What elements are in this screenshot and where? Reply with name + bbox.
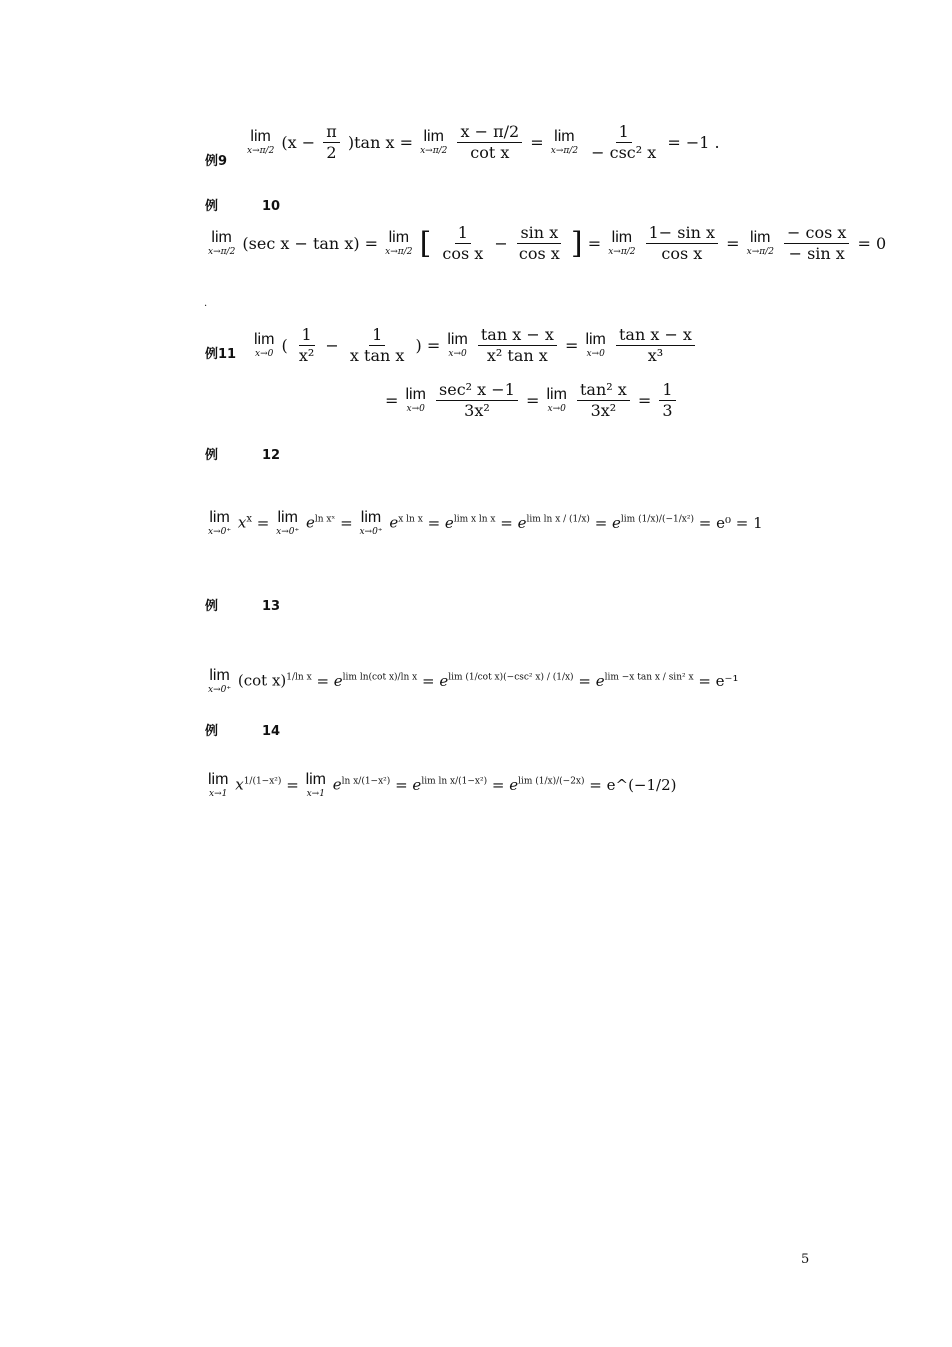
lim-sub: x→π/2 <box>550 146 579 156</box>
numerator: sin x <box>517 225 561 244</box>
base: (cot x) <box>237 671 287 690</box>
exponent: lim (1/cot x)(−csc² x) / (1/x) <box>448 672 574 683</box>
example-12-char: 例 <box>205 448 219 463</box>
numerator: sec² x −1 <box>436 382 518 401</box>
exponent: x ln x <box>398 514 423 525</box>
result: = e^(−1/2) <box>589 776 677 794</box>
result: = 0 <box>857 233 887 253</box>
example-14-number: 14 <box>262 724 281 739</box>
lim-sub: x→π/2 <box>608 247 636 257</box>
lim: lim <box>554 128 575 145</box>
exponent: lim −x tan x / sin² x <box>604 672 694 683</box>
numerator: 1 <box>455 225 471 244</box>
base: x <box>237 513 247 532</box>
minus: − <box>494 233 508 253</box>
numerator: 1 <box>659 382 675 401</box>
page-number: 5 <box>801 1252 810 1267</box>
numerator: 1 <box>299 327 315 346</box>
example-10-equation: lim x→π/2 (sec x − tan x) = lim x→π/2 [ $\frac{1}{\text{cos x}}$ − $\frac{\text{sin x}}{\text{cos x}}$ ] = lim x→π/2 $\frac{\text{1− sin x}}{\text{cos x}}$ = lim x→π/2 $\frac{\text{− cos x}}{\text{− sin x}}$ = 0 <box>208 223 887 263</box>
term: (x − <box>281 132 316 152</box>
example-13-equation: lim x→0⁺ (cot $x)^{1/ln x} = e^{lim ln(cot x)/ln x} = e^{lim (1/cot x)(-csc^2 x) / (1/x)} = e^{lim -x tan x / sin^2 x} = e^{-1}$ <box>208 667 739 695</box>
example-9-label: 例9 <box>205 154 228 169</box>
example-9-equation <box>245 124 720 161</box>
lim-sub: x→1 <box>209 789 228 799</box>
example-11-equation-line2: = lim x→0 sec² x −1 3x² = lim x→0 $\frac{\text{tan² x}}{\text{3x²}}$ = $\frac{1}{3}$ <box>385 382 679 419</box>
denominator: 2 <box>326 143 337 162</box>
numerator: − cos x <box>784 225 849 244</box>
result: = e⁰ = 1 <box>698 514 763 532</box>
stray-dot: . <box>204 298 208 309</box>
numerator: 1 <box>369 327 385 346</box>
exponent: lim ln x/(1−x²) <box>421 776 488 787</box>
denominator: 3 <box>662 401 673 420</box>
denominator: − csc² x <box>591 143 657 162</box>
lim-sub: x→0 <box>255 349 274 359</box>
exponent: ln x/(1−x²) <box>341 776 391 787</box>
exponent: lim ln(cot x)/ln x <box>342 672 418 683</box>
denominator: cos x <box>518 244 560 263</box>
exponent: lim ln x / (1/x) <box>526 514 590 525</box>
example-14-char: 例 <box>205 724 219 739</box>
lim-sub: x→0 <box>586 349 605 359</box>
term: )tan x = <box>347 132 413 152</box>
exponent: lim (1/x)/(−1/x²) <box>620 514 694 525</box>
lim-sub: x→0⁺ <box>208 527 232 537</box>
lim-sub: x→0 <box>448 349 467 359</box>
lhs: (sec x − tan x) = <box>242 233 379 253</box>
example-10-char: 例 <box>205 199 219 214</box>
numerator: 1 <box>616 124 632 143</box>
numerator: x − π/2 <box>457 124 522 143</box>
exponent: ln xˣ <box>314 514 336 525</box>
exponent: x <box>246 513 252 525</box>
denominator: x tan x <box>349 346 405 365</box>
numerator: 1− sin x <box>646 225 718 244</box>
numerator: tan x − x <box>616 327 695 346</box>
example-13-label <box>205 595 280 614</box>
denominator: 3x² <box>590 401 617 420</box>
lim-sub: x→0⁺ <box>208 685 232 695</box>
lim-sub: x→0 <box>547 404 566 414</box>
denominator: x² tan x <box>486 346 548 365</box>
denominator: cos x <box>661 244 703 263</box>
denominator: cot x <box>470 143 510 162</box>
lim-sub: x→0⁺ <box>359 527 383 537</box>
base: x <box>235 775 244 794</box>
denominator: x³ <box>647 346 664 365</box>
denominator: cos x <box>442 244 484 263</box>
example-11-equation-line1: lim x→0 ( $\frac{1}{\text{x²}}$ − $\frac{1}{\text{x tan x}}$ ) = lim x→0 $\frac{\text{tan x − x}}{\text{x² tan x}}$ = lim x→0 $\frac{\text{tan x − x}}{\text{x³}}$ <box>252 327 698 364</box>
lim: lim <box>423 128 444 145</box>
example-12-label <box>205 444 280 463</box>
example-11-label: 例11 <box>205 347 237 362</box>
lim-sub: x→π/2 <box>208 247 236 257</box>
lim-sub: x→π/2 <box>247 146 275 156</box>
exponent: lim (1/x)/(−2x) <box>518 776 585 787</box>
lim: lim <box>250 128 271 145</box>
example-13-char: 例 <box>205 599 219 614</box>
lim-sub: x→0⁺ <box>276 527 300 537</box>
denominator: x² <box>298 346 315 365</box>
lim-sub: x→π/2 <box>385 247 413 257</box>
example-10-label <box>205 195 280 214</box>
denominator: − sin x <box>788 244 845 263</box>
base: e <box>389 513 399 532</box>
exponent: 1/(1−x²) <box>243 776 282 787</box>
example-14-label <box>205 720 280 739</box>
lim-sub: x→0 <box>406 404 425 414</box>
result: = −1 . <box>667 132 720 152</box>
base: e <box>306 513 315 532</box>
result: = e⁻¹ <box>698 672 739 690</box>
numerator: π <box>323 124 340 143</box>
example-10-number: 10 <box>262 199 281 214</box>
example-13-number: 13 <box>262 599 281 614</box>
example-12-number: 12 <box>262 448 281 463</box>
denominator: 3x² <box>464 401 490 420</box>
numerator: tan² x <box>577 382 630 401</box>
lim-sub: x→π/2 <box>420 146 448 156</box>
equals: = <box>530 132 544 152</box>
example-14-equation: lim x→1 $x^{1/(1-x^2)}$ = lim x→1 $e^{ln x/(1-x^2)} = e^{lim ln x/(1-x^2)} = e^{lim (1/x)/(-2x)}$ = e^(−1/2) <box>208 771 677 799</box>
numerator: tan x − x <box>478 327 557 346</box>
exponent: 1/ln x <box>286 672 312 683</box>
example-12-equation: lim x→0⁺ $x^x$ = lim x→0⁺ $e^{ln xˣ}$ = lim x→0⁺ $e^{x ln x} = e^{lim x ln x} = e^{lim ln x / (1/x)} = e^{lim (1/x)/(-1/x^2)} = e^0 = 1$ <box>208 509 763 537</box>
lim-sub: x→π/2 <box>746 247 774 257</box>
exponent: lim x ln x <box>453 514 496 525</box>
lim-sub: x→1 <box>306 789 325 799</box>
